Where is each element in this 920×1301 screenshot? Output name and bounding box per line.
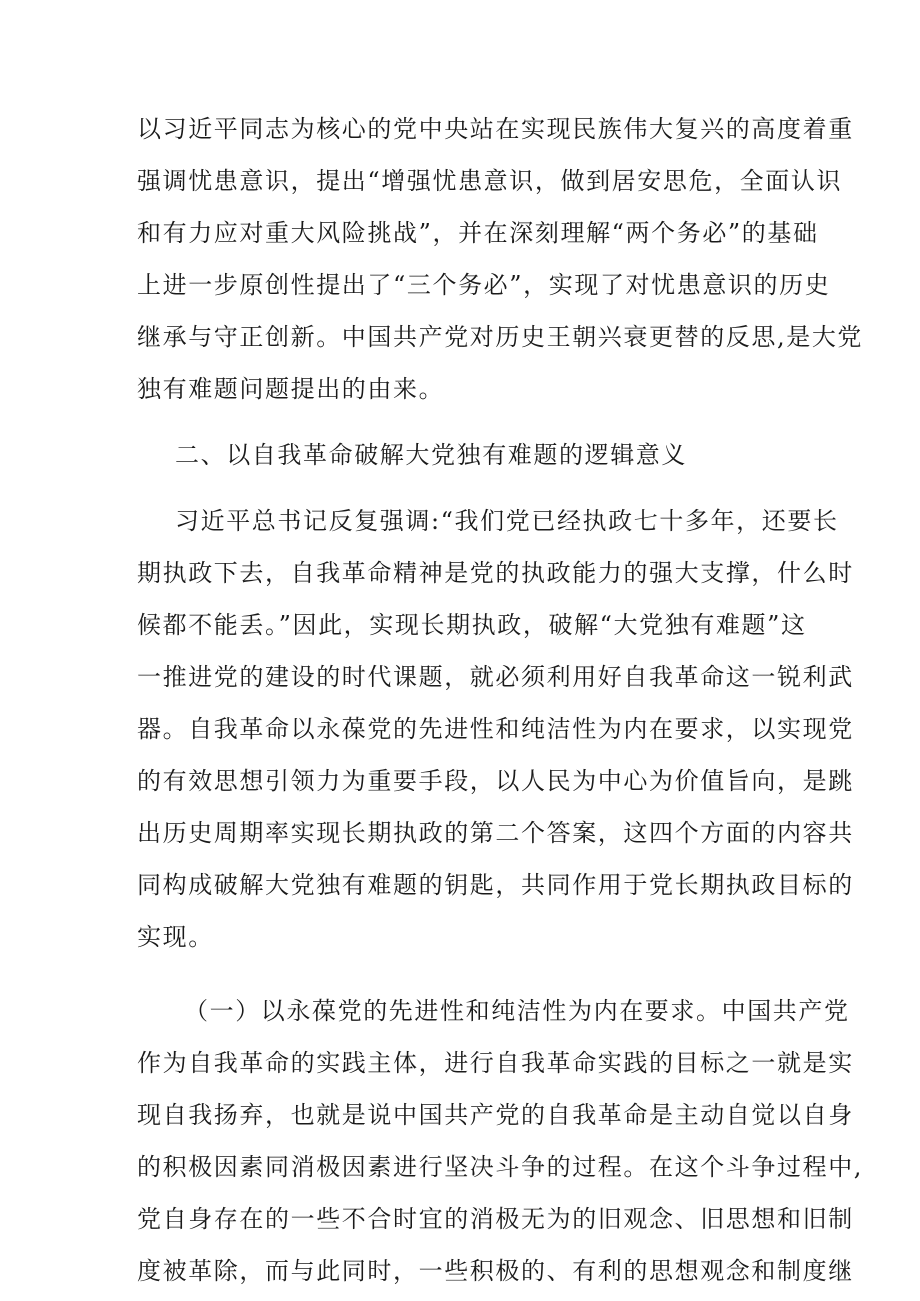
text-line: 上进一步原创性提出了“三个务必”，实现了对忧患意识的历史 (137, 271, 831, 299)
text-line: 独有难题问题提出的由来。 (137, 375, 445, 403)
text-line: 现自我扬弃，也就是说中国共产党的自我革命是主动自觉以自身 (137, 1101, 854, 1129)
text-line: 实现。 (137, 923, 214, 951)
text-line: 候都不能丢。”因此，实现长期执政，破解“大党独有难题”这 (137, 611, 807, 639)
text-line: 的有效思想引领力为重要手段，以人民为中心为价值旨向，是跳 (137, 767, 854, 795)
text-line: 以习近平同志为核心的党中央站在实现民族伟大复兴的高度着重 (137, 115, 854, 143)
text-line: 器。自我革命以永葆党的先进性和纯洁性为内在要求，以实现党 (137, 715, 854, 743)
text-line: 作为自我革命的实践主体，进行自我革命实践的目标之一就是实 (137, 1049, 854, 1077)
text-line: 党自身存在的一些不合时宜的消极无为的旧观念、旧思想和旧制 (137, 1205, 854, 1233)
paragraph-subsection-1 (137, 985, 864, 1297)
spacer (137, 415, 790, 429)
spacer (137, 481, 790, 495)
text-line: 一推进党的建设的时代课题，就必须利用好自我革命这一锐利武 (137, 663, 854, 691)
text-line: 度被革除，而与此同时，一些积极的、有利的思想观念和制度继 (137, 1257, 854, 1285)
subsection-heading-line: （一）以永葆党的先进性和纯洁性为内在要求。中国共产党 (184, 997, 850, 1025)
section-heading: 二、以自我革命破解大党独有难题的逻辑意义 (175, 441, 687, 469)
text-line: 的积极因素同消极因素进行坚决斗争的过程。在这个斗争过程中, (137, 1153, 864, 1181)
text-line: 继承与守正创新。中国共产党对历史王朝兴衰更替的反思,是大党 (137, 323, 864, 351)
spacer (137, 963, 790, 985)
text-line: 习近平总书记反复强调:“我们党已经执政七十多年，还要长 (175, 507, 839, 535)
text-line: 出历史周期率实现长期执政的第二个答案，这四个方面的内容共 (137, 819, 854, 847)
document-body (137, 103, 864, 1297)
paragraph-intro (137, 103, 864, 415)
text-line: 期执政下去，自我革命精神是党的执政能力的强大支撑，什么时 (137, 559, 854, 587)
paragraph-quote (137, 495, 854, 963)
text-line: 同构成破解大党独有难题的钥匙，共同作用于党长期执政目标的 (137, 871, 854, 899)
text-line: 和有力应对重大风险挑战”，并在深刻理解“两个务必”的基础 (137, 219, 819, 247)
text-line: 强调忧患意识，提出“增强忧患意识，做到居安思危，全面认识 (137, 167, 843, 195)
